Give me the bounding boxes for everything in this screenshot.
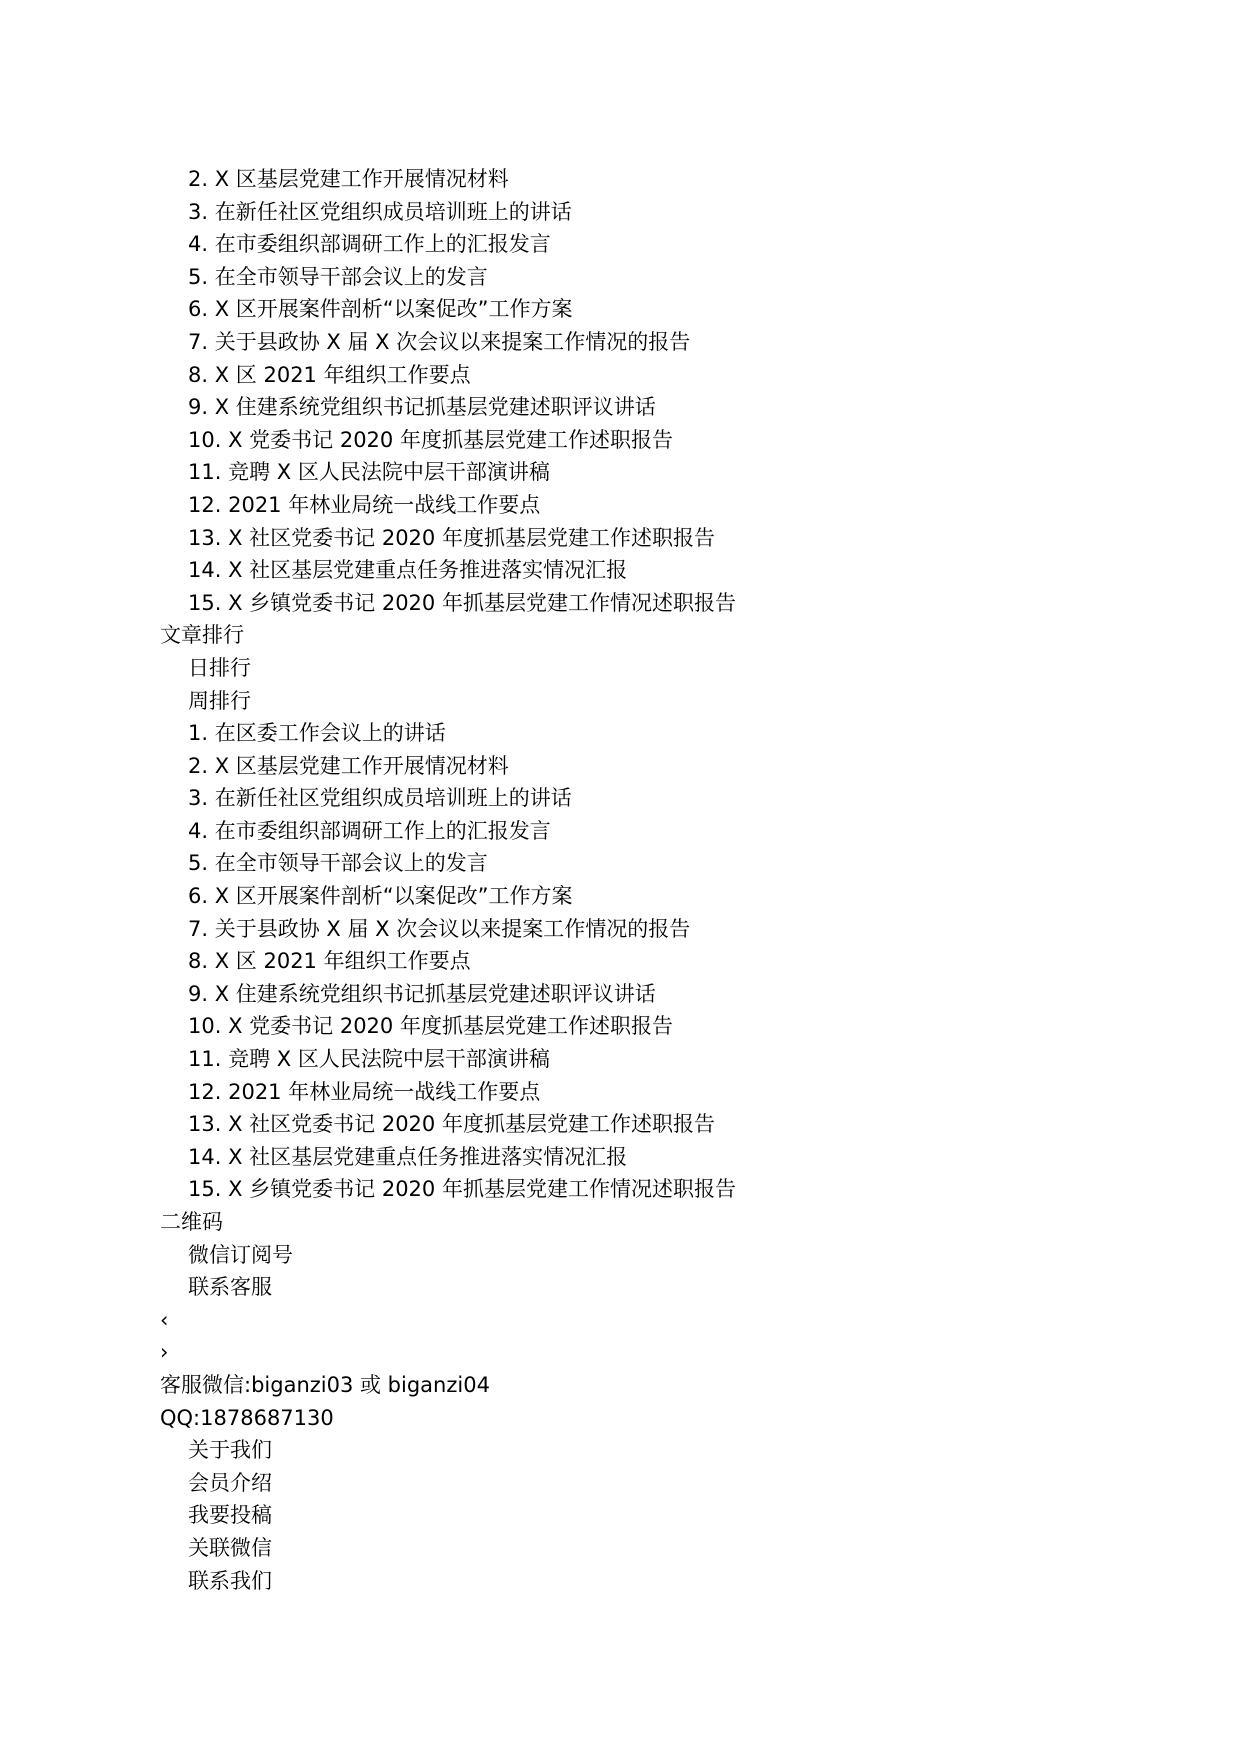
footer-link-submit-article[interactable]: 我要投稿	[188, 1503, 272, 1528]
item-title[interactable]: X 社区党委书记 2020 年度抓基层党建工作述职报告	[228, 1112, 715, 1137]
item-number: 3.	[188, 786, 209, 811]
list-item[interactable]	[160, 261, 1160, 294]
item-number: 2.	[188, 167, 209, 191]
list-item[interactable]	[160, 945, 1160, 978]
item-number: 4.	[188, 818, 209, 843]
item-number: 14.	[188, 1144, 222, 1169]
item-title[interactable]: 关于县政协 X 届 X 次会议以来提案工作情况的报告	[214, 329, 691, 354]
item-title[interactable]: X 乡镇党委书记 2020 年抓基层党建工作情况述职报告	[228, 1177, 736, 1202]
list-item[interactable]	[160, 587, 1160, 620]
list-item[interactable]	[160, 163, 1160, 196]
item-number: 9.	[188, 395, 209, 420]
list-item[interactable]	[160, 424, 1160, 457]
list-item[interactable]	[160, 359, 1160, 392]
item-number: 3.	[188, 199, 209, 224]
list-item[interactable]	[160, 326, 1160, 359]
footer-link-membership[interactable]: 会员介绍	[188, 1470, 272, 1495]
item-number: 12.	[188, 492, 222, 517]
list-item[interactable]	[160, 913, 1160, 946]
item-title[interactable]: 关于县政协 X 届 X 次会议以来提案工作情况的报告	[214, 916, 691, 941]
item-number: 15.	[188, 590, 222, 615]
item-title[interactable]: X 区 2021 年组织工作要点	[214, 362, 471, 387]
footer-link-about-us[interactable]: 关于我们	[188, 1438, 272, 1463]
item-number: 5.	[188, 851, 209, 876]
item-number: 15.	[188, 1177, 222, 1202]
item-title[interactable]: 竞聘 X 区人民法院中层干部演讲稿	[228, 1047, 550, 1072]
list-item[interactable]	[160, 978, 1160, 1011]
footer-link-link-wechat[interactable]: 关联微信	[188, 1535, 272, 1560]
list-item[interactable]	[160, 880, 1160, 913]
item-title[interactable]: X 住建系统党组织书记抓基层党建述职评议讲话	[214, 395, 656, 420]
item-title[interactable]: 竞聘 X 区人民法院中层干部演讲稿	[228, 460, 550, 485]
item-title[interactable]: 在全市领导干部会议上的发言	[214, 851, 488, 876]
list-item[interactable]	[160, 1010, 1160, 1043]
item-number: 6.	[188, 884, 209, 909]
item-title[interactable]: 在全市领导干部会议上的发言	[214, 264, 488, 289]
list-item[interactable]	[160, 1141, 1160, 1174]
item-number: 13.	[188, 525, 222, 550]
footer-link-contact-us[interactable]: 联系我们	[188, 1568, 272, 1593]
list-item[interactable]	[160, 847, 1160, 880]
list-item[interactable]	[160, 228, 1160, 261]
list-item[interactable]	[160, 750, 1160, 783]
item-title[interactable]: X 区基层党建工作开展情况材料	[214, 753, 509, 778]
footer-links	[160, 1434, 1160, 1597]
list-item[interactable]	[160, 1173, 1160, 1206]
item-number: 14.	[188, 558, 222, 583]
item-title[interactable]: X 区开展案件剖析“以案促改”工作方案	[214, 297, 573, 322]
recommended-article-list	[160, 163, 1160, 619]
item-title[interactable]: X 乡镇党委书记 2020 年抓基层党建工作情况述职报告	[228, 590, 736, 615]
list-item[interactable]	[160, 391, 1160, 424]
carousel-prev-button[interactable]: ‹	[160, 1307, 169, 1332]
item-title[interactable]: 在新任社区党组织成员培训班上的讲话	[214, 786, 572, 811]
item-number: 12.	[188, 1079, 222, 1104]
item-title[interactable]: X 社区基层党建重点任务推进落实情况汇报	[228, 1144, 628, 1169]
item-title[interactable]: 在市委组织部调研工作上的汇报发言	[214, 232, 551, 257]
support-qq-text: QQ:1878687130	[160, 1405, 334, 1430]
ranking-article-list	[160, 717, 1160, 1206]
item-title[interactable]: X 区 2021 年组织工作要点	[214, 949, 471, 974]
item-number: 9.	[188, 981, 209, 1006]
item-number: 8.	[188, 362, 209, 387]
item-number: 7.	[188, 329, 209, 354]
item-number: 10.	[188, 427, 222, 452]
qrcode-heading: 二维码	[160, 1210, 223, 1234]
list-item[interactable]	[160, 1076, 1160, 1109]
tab-contact-support[interactable]: 联系客服	[188, 1275, 272, 1300]
list-item[interactable]	[160, 196, 1160, 229]
list-item[interactable]	[160, 782, 1160, 815]
item-title[interactable]: X 区基层党建工作开展情况材料	[214, 167, 509, 191]
list-item[interactable]	[160, 554, 1160, 587]
item-number: 10.	[188, 1014, 222, 1039]
list-item[interactable]	[160, 489, 1160, 522]
item-title[interactable]: X 社区基层党建重点任务推进落实情况汇报	[228, 558, 628, 583]
item-title[interactable]: 2021 年林业局统一战线工作要点	[228, 492, 541, 517]
list-item[interactable]	[160, 815, 1160, 848]
item-number: 2.	[188, 753, 209, 778]
list-item[interactable]	[160, 456, 1160, 489]
ranking-tabs	[160, 652, 1160, 717]
tab-weekly-ranking[interactable]: 周排行	[188, 688, 251, 713]
item-number: 11.	[188, 460, 222, 485]
item-title[interactable]: X 党委书记 2020 年度抓基层党建工作述职报告	[228, 1014, 673, 1039]
item-number: 5.	[188, 264, 209, 289]
tab-wechat-subscription[interactable]: 微信订阅号	[188, 1242, 293, 1267]
list-item[interactable]	[160, 522, 1160, 555]
list-item[interactable]	[160, 293, 1160, 326]
item-title[interactable]: 在区委工作会议上的讲话	[214, 721, 446, 746]
item-title[interactable]: 在市委组织部调研工作上的汇报发言	[214, 818, 551, 843]
page-content	[160, 163, 1160, 1597]
item-title[interactable]: X 党委书记 2020 年度抓基层党建工作述职报告	[228, 427, 673, 452]
item-title[interactable]: 2021 年林业局统一战线工作要点	[228, 1079, 541, 1104]
list-item[interactable]	[160, 1108, 1160, 1141]
item-title[interactable]: X 住建系统党组织书记抓基层党建述职评议讲话	[214, 981, 656, 1006]
item-number: 11.	[188, 1047, 222, 1072]
list-item[interactable]	[160, 717, 1160, 750]
item-title[interactable]: 在新任社区党组织成员培训班上的讲话	[214, 199, 572, 224]
item-title[interactable]: X 社区党委书记 2020 年度抓基层党建工作述职报告	[228, 525, 715, 550]
item-title[interactable]: X 区开展案件剖析“以案促改”工作方案	[214, 884, 573, 909]
carousel-next-button[interactable]: ›	[160, 1340, 169, 1365]
tab-daily-ranking[interactable]: 日排行	[188, 655, 251, 680]
item-number: 4.	[188, 232, 209, 257]
qrcode-tabs	[160, 1239, 1160, 1304]
item-number: 13.	[188, 1112, 222, 1137]
item-number: 7.	[188, 916, 209, 941]
item-number: 1.	[188, 721, 209, 746]
article-ranking-heading: 文章排行	[160, 623, 244, 648]
list-item[interactable]	[160, 1043, 1160, 1076]
item-number: 6.	[188, 297, 209, 322]
support-wechat-text: 客服微信:biganzi03 或 biganzi04	[160, 1372, 490, 1397]
item-number: 8.	[188, 949, 209, 974]
